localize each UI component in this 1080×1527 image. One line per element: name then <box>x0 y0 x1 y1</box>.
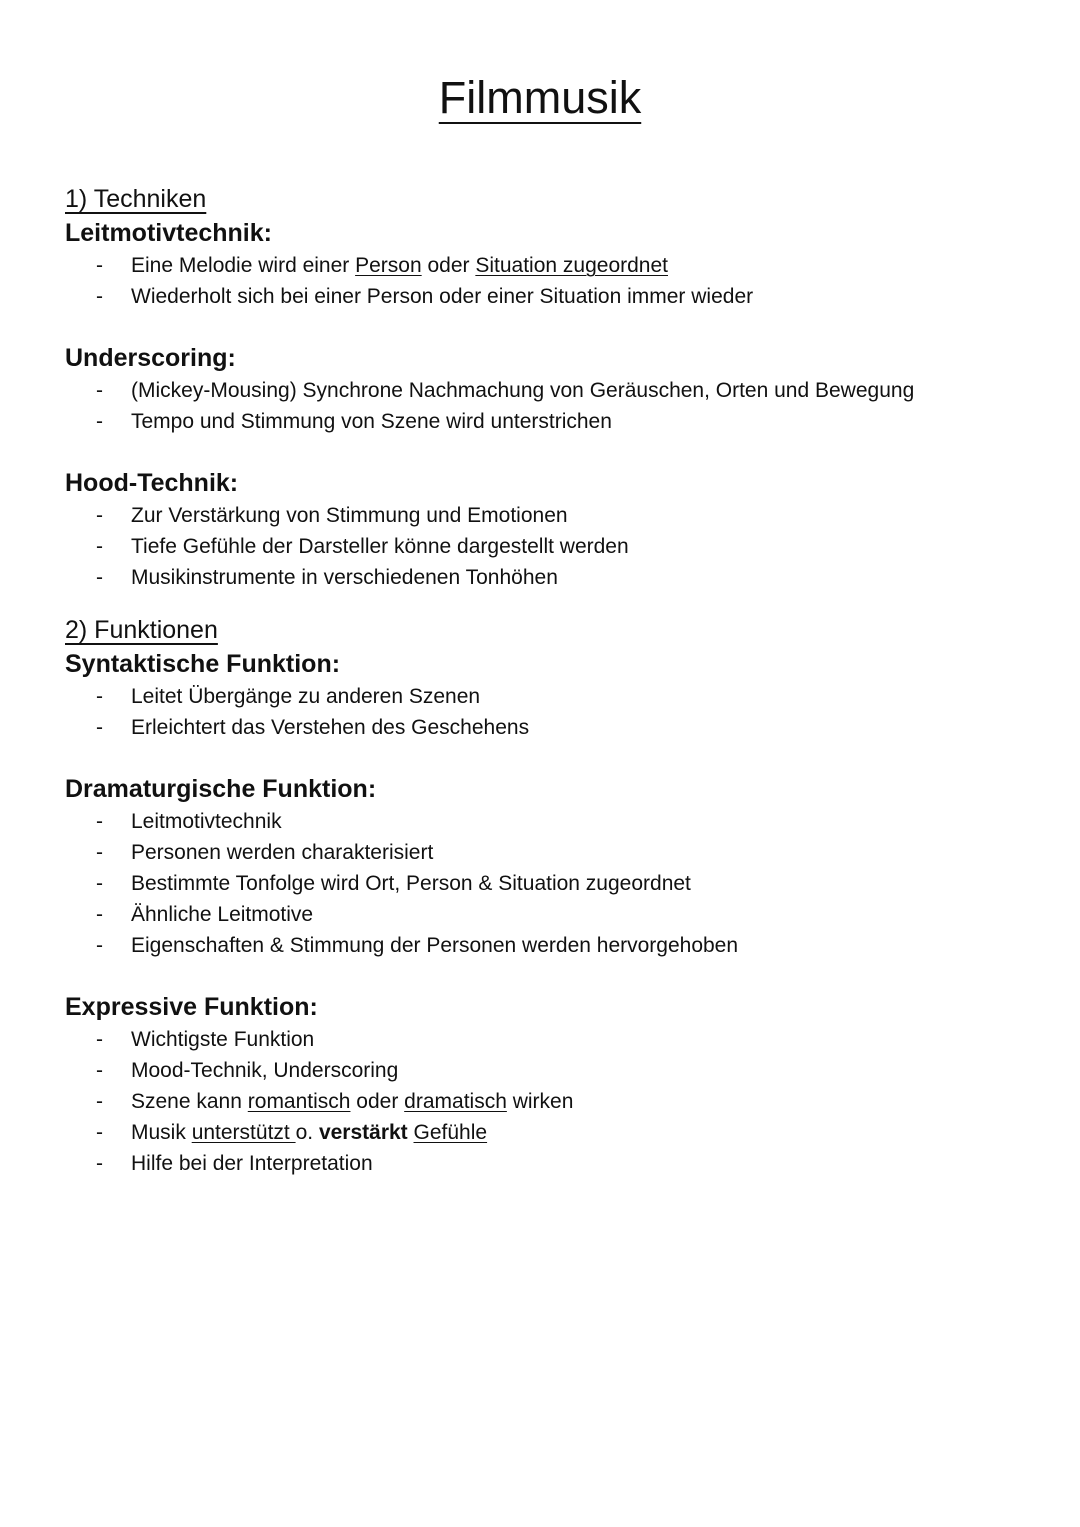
bullet-list <box>65 681 1025 743</box>
list-item <box>65 1024 1025 1055</box>
page-title-text: Filmmusik <box>438 72 642 123</box>
item-text: oder <box>350 1090 405 1113</box>
item-text: Bestimmte Tonfolge wird Ort, Person & Situation zugeordnet <box>131 872 691 895</box>
list-item <box>65 899 1025 930</box>
item-text-underlined: Gefühle <box>413 1121 488 1144</box>
bullet-list <box>65 500 1025 593</box>
list-item <box>65 281 1025 312</box>
bullet-dash: - <box>96 254 103 277</box>
item-text: Zur Verstärkung von Stimmung und Emotionen <box>131 504 568 527</box>
group-heading: Underscoring: <box>65 344 236 372</box>
bullet-dash: - <box>96 716 103 739</box>
bullet-dash: - <box>96 1059 103 1082</box>
item-text: Musik <box>131 1121 192 1144</box>
item-text: Szene kann <box>131 1090 248 1113</box>
item-text-bold: verstärkt <box>318 1121 408 1144</box>
item-text: Leitet Übergänge zu anderen Szenen <box>131 685 481 708</box>
bullet-dash: - <box>96 1090 103 1113</box>
item-text-underlined: dramatisch <box>404 1090 507 1113</box>
list-item <box>65 531 1025 562</box>
item-text: Personen werden charakterisiert <box>131 841 434 864</box>
item-text: Hilfe bei der Interpretation <box>131 1152 373 1175</box>
list-item <box>65 806 1025 837</box>
item-text-underlined: unterstützt <box>191 1121 296 1144</box>
bullet-dash: - <box>96 379 103 402</box>
bullet-list <box>65 375 1025 437</box>
list-item <box>65 1086 1025 1117</box>
bullet-dash: - <box>96 285 103 308</box>
bullet-dash: - <box>96 410 103 433</box>
bullet-dash: - <box>96 934 103 957</box>
item-text: Erleichtert das Verstehen des Geschehens <box>131 716 530 739</box>
section-heading: 1) Techniken <box>65 185 207 213</box>
item-text-underlined: Person <box>355 254 422 277</box>
group-expressive-funktion <box>65 990 1025 1179</box>
bullet-dash: - <box>96 504 103 527</box>
bullet-dash: - <box>96 841 103 864</box>
group-heading: Leitmotivtechnik: <box>65 219 272 247</box>
group-syntaktische-funktion <box>65 647 1025 743</box>
list-item <box>65 712 1025 743</box>
bullet-dash: - <box>96 1121 103 1144</box>
list-item <box>65 500 1025 531</box>
list-item <box>65 250 1025 281</box>
bullet-list <box>65 250 1025 312</box>
list-item <box>65 930 1025 961</box>
item-text: Eine Melodie wird einer <box>131 254 356 277</box>
item-text: Leitmotivtechnik <box>131 810 282 833</box>
item-text: o. <box>295 1121 319 1144</box>
item-text: wirken <box>506 1090 574 1113</box>
bullet-dash: - <box>96 1028 103 1051</box>
page-title <box>0 68 1080 128</box>
bullet-dash: - <box>96 872 103 895</box>
bullet-dash: - <box>96 1152 103 1175</box>
section-funktionen <box>65 613 1025 1179</box>
bullet-dash: - <box>96 685 103 708</box>
item-text: Eigenschaften & Stimmung der Personen werden hervorgehoben <box>131 934 739 957</box>
bullet-list <box>65 1024 1025 1179</box>
item-text: oder <box>421 254 476 277</box>
group-hood-technik <box>65 466 1025 593</box>
list-item <box>65 1055 1025 1086</box>
item-text: (Mickey-Mousing) Synchrone Nachmachung von Geräuschen, Orten und Bewegung <box>131 379 915 402</box>
group-underscoring <box>65 341 1025 437</box>
item-text: Tiefe Gefühle der Darsteller könne dargestellt werden <box>131 535 629 558</box>
item-text-underlined: Situation zugeordnet <box>475 254 668 277</box>
content-area <box>65 182 1025 1179</box>
item-text: Musikinstrumente in verschiedenen Tonhöhen <box>131 566 558 589</box>
list-item <box>65 562 1025 593</box>
group-dramaturgische-funktion <box>65 772 1025 961</box>
item-text: Wichtigste Funktion <box>131 1028 315 1051</box>
item-text-underlined: romantisch <box>247 1090 351 1113</box>
bullet-dash: - <box>96 903 103 926</box>
item-text: Wiederholt sich bei einer Person oder einer Situation immer wieder <box>131 285 754 308</box>
list-item <box>65 406 1025 437</box>
section-heading: 2) Funktionen <box>65 616 218 644</box>
section-techniken <box>65 182 1025 593</box>
list-item <box>65 837 1025 868</box>
group-leitmotivtechnik <box>65 216 1025 312</box>
list-item <box>65 1148 1025 1179</box>
item-text: Tempo und Stimmung von Szene wird unterstrichen <box>131 410 612 433</box>
group-heading: Dramaturgische Funktion: <box>65 775 377 803</box>
bullet-dash: - <box>96 566 103 589</box>
list-item <box>65 375 1025 406</box>
group-heading: Expressive Funktion: <box>65 993 318 1021</box>
list-item <box>65 1117 1025 1148</box>
item-text: Mood-Technik, Underscoring <box>131 1059 399 1082</box>
bullet-list <box>65 806 1025 961</box>
bullet-dash: - <box>96 810 103 833</box>
list-item <box>65 681 1025 712</box>
bullet-dash: - <box>96 535 103 558</box>
list-item <box>65 868 1025 899</box>
group-heading: Hood-Technik: <box>65 469 239 497</box>
group-heading: Syntaktische Funktion: <box>65 650 341 678</box>
item-text: Ähnliche Leitmotive <box>131 903 314 926</box>
